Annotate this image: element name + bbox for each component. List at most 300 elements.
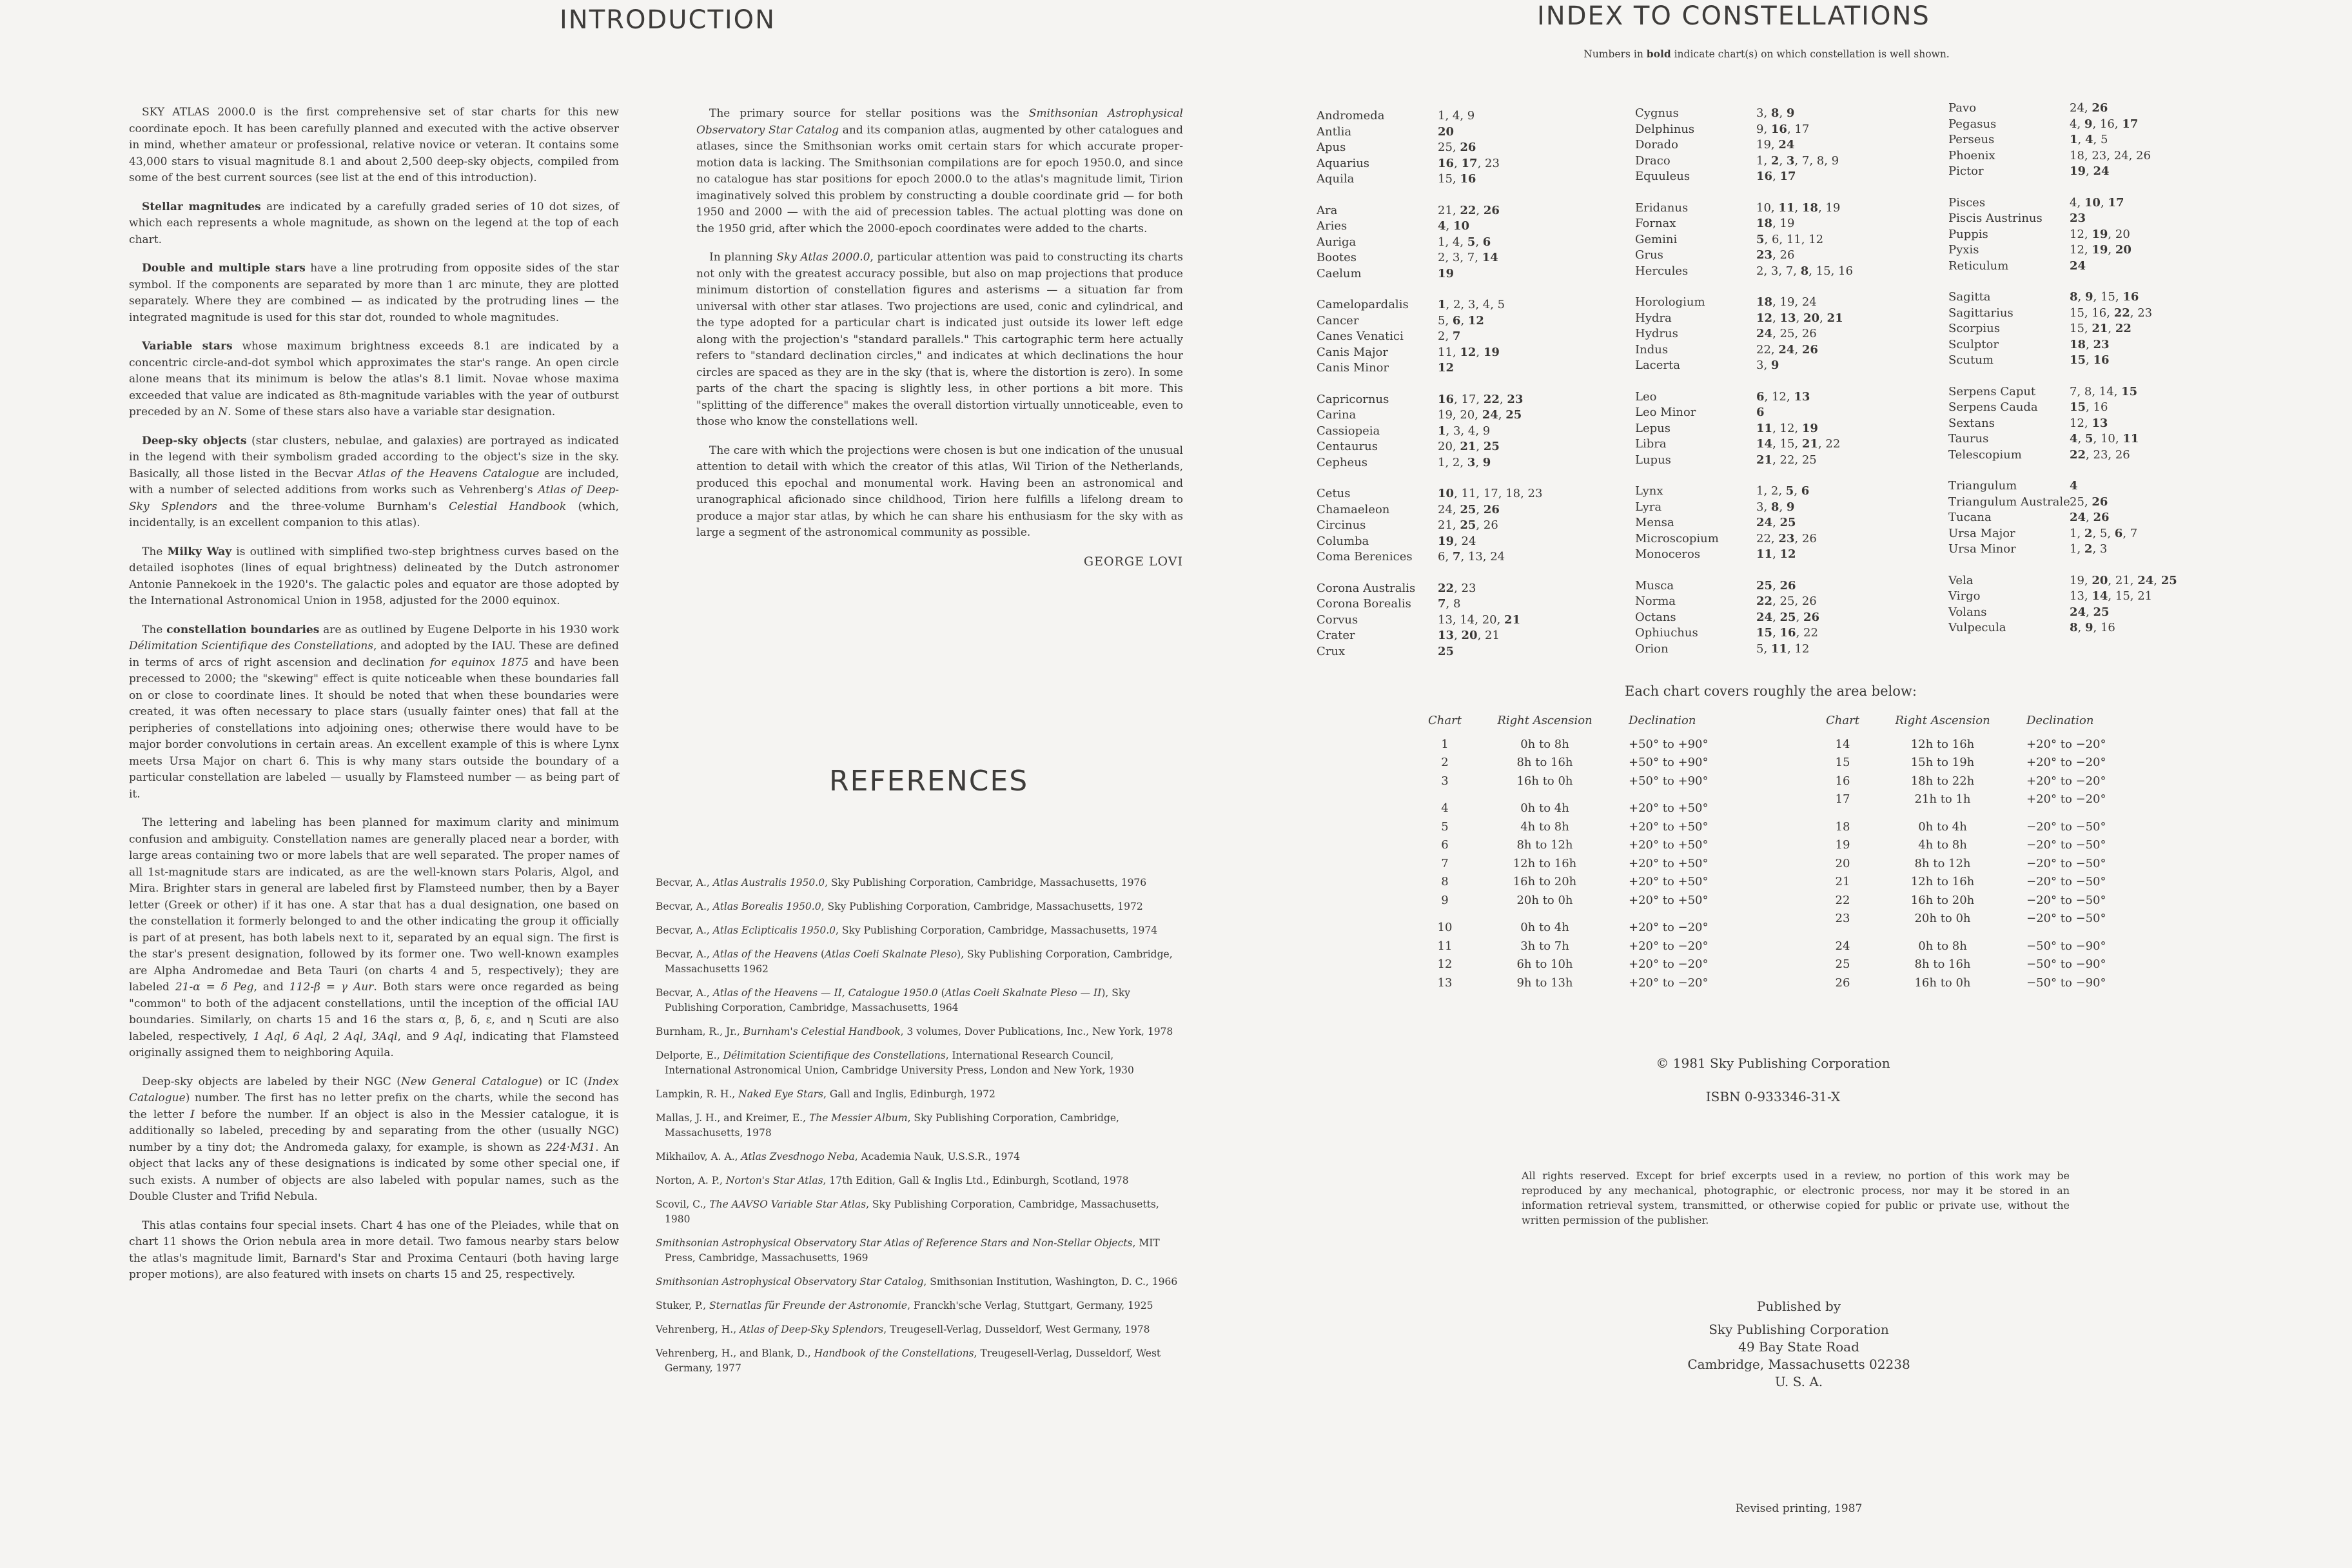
- declination: +20° to −20°: [2026, 737, 2106, 751]
- index-entry: [1635, 421, 1932, 437]
- index-entry: [1948, 321, 2284, 337]
- chart-numbers: 4, 9, 16, 17: [2070, 117, 2139, 131]
- references-heading: REFERENCES: [829, 765, 1029, 798]
- index-entry: [1635, 436, 1932, 453]
- constellation-name: Telescopium: [1948, 447, 2022, 462]
- index-entry: [1635, 531, 1932, 547]
- index-entry: [1948, 337, 2284, 353]
- declination: −20° to −50°: [2026, 838, 2106, 852]
- chart-numbers: 4, 10, 17: [2070, 195, 2124, 210]
- constellation-name: Vulpecula: [1948, 621, 2006, 634]
- introduction-paragraphs-2: [696, 106, 1183, 542]
- index-entry: [1635, 547, 1932, 563]
- index-entry: [1635, 594, 1932, 610]
- index-group: [1635, 295, 1932, 374]
- constellation-name: Aquarius: [1317, 156, 1370, 170]
- chart-numbers: 1, 2, 5, 6: [1756, 484, 1810, 498]
- constellation-name: Mensa: [1635, 516, 1674, 529]
- chart-numbers: 11, 12, 19: [1438, 345, 1500, 359]
- index-group: [1317, 486, 1613, 565]
- constellation-name: Norma: [1635, 594, 1676, 608]
- constellation-name: Musca: [1635, 578, 1674, 593]
- chart-number: 26: [1835, 975, 1850, 990]
- right-ascension: 0h to 4h: [1918, 819, 1967, 834]
- index-entry: [1635, 232, 1932, 248]
- coverage-header-cell: Right Ascension: [1497, 714, 1592, 727]
- index-entry: [1317, 250, 1613, 266]
- constellation-name: Gemini: [1635, 232, 1678, 246]
- coverage-row: [1409, 892, 1732, 910]
- index-entry: [1635, 453, 1932, 469]
- paragraph: The lettering and labeling has been planned for maximum clarity and minimum confusion and ambiguity. Constellation names are generally placed near a border, with large areas containing two or more labels that are well separated. The proper names of all 1st-magnitude stars are indicated, as are the well-known stars Polaris, Algol, and Mira. Brighter stars in general are labeled first by Flamsteed number, then by a Bayer letter (Greek or other) if it has one. A star that has a dual designation, one based on the constellation it formerly belonged to and the other indicating the group it officially is part of at present, has both labels next to it, separated by an equal sign. The first is the star's present designation, followed by its former one. Two well-known examples are Alpha Andromedae and Beta Tauri (on charts 4 and 5, respectively); they are labeled 21-α = δ Peg, and 112-β = γ Aur. Both stars were once regarded as being "common" to both of the adjacent constellations, until the inception of the official IAU boundaries. Similarly, on charts 15 and 16 the stars α, β, δ, ε, and η Scuti are also labeled, respectively, 1 Aql, 6 Aql, 2 Aql, 3Aql, and 9 Aql, indicating that Flamsteed originally assigned them to neighboring Aquila.: [129, 816, 619, 1059]
- index-entry: [1635, 610, 1932, 626]
- coverage-row: [1807, 956, 2130, 974]
- index-entry: [1317, 297, 1613, 313]
- reference-item: Smithsonian Astrophysical Observatory Star Atlas of Reference Stars and Non-Stellar Objects, MIT Press, Cambridge, Massachusetts, 1969: [656, 1237, 1160, 1264]
- index-entry: [1948, 526, 2284, 542]
- paragraph: The care with which the projections were chosen is but one indication of the unusual attention to detail with which the creator of this atlas, Wil Tirion of the Netherlands, produced this epochal and monumental work. Having been an astronomical and uranographical aficionado since childhood, Tirion here fulfills a lifelong dream to produce a major star atlas, by which he can share his enthusiasm for the sky with as large a segment of the astronomical community as possible.: [696, 444, 1183, 539]
- index-entry: [1635, 625, 1932, 642]
- declination: +20° to −20°: [2026, 756, 2106, 769]
- publisher-name: Sky Publishing Corporation: [1709, 1322, 1889, 1337]
- constellation-name: Lynx: [1635, 484, 1663, 498]
- right-ascension: 12h to 16h: [1513, 856, 1577, 870]
- constellation-name: Reticulum: [1948, 259, 2009, 273]
- chart-numbers: 14, 15, 21, 22: [1756, 437, 1841, 451]
- copyright-line: © 1981 Sky Publishing Corporation: [1656, 1055, 1890, 1071]
- chart-numbers: 19, 20, 21, 24, 25: [2070, 573, 2177, 587]
- chart-numbers: 23: [2070, 211, 2086, 225]
- constellation-name: Bootes: [1317, 251, 1357, 264]
- index-entry: [1635, 389, 1932, 406]
- chart-numbers: 1, 3, 4, 9: [1438, 424, 1491, 438]
- reference-item: Vehrenberg, H., and Blank, D., Handbook of the Constellations, Treugesell-Verlag, Dusseldorf, West Germany, 1977: [656, 1348, 1161, 1374]
- coverage-title: Each chart covers roughly the area below:: [1625, 683, 1917, 699]
- constellation-name: Chamaeleon: [1317, 502, 1390, 516]
- index-entry: [1317, 329, 1613, 345]
- index-entry: [1635, 295, 1932, 311]
- index-entry: [1635, 169, 1932, 185]
- chart-numbers: 18, 19, 24: [1756, 295, 1817, 309]
- reference-item: Becvar, A., Atlas Eclipticalis 1950.0, Sky Publishing Corporation, Cambridge, Massachusetts, 1974: [656, 925, 1158, 936]
- chart-numbers: 20: [1438, 124, 1455, 139]
- chart-numbers: 8, 9, 16: [2070, 621, 2115, 634]
- coverage-row: [1409, 855, 1732, 874]
- index-entry: [1635, 500, 1932, 516]
- index-entry: [1317, 235, 1613, 251]
- index-entry: [1635, 122, 1932, 138]
- index-entry: [1317, 266, 1613, 282]
- constellation-name: Antlia: [1317, 124, 1352, 139]
- chart-numbers: 18, 23, 24, 26: [2070, 148, 2151, 162]
- chart-number: 15: [1835, 756, 1850, 769]
- chart-numbers: 15, 16: [2070, 353, 2110, 367]
- right-ascension: 9h to 13h: [1516, 975, 1573, 990]
- constellation-name: Leo: [1635, 389, 1657, 404]
- constellation-name: Pegasus: [1948, 117, 1997, 131]
- chart-numbers: 8, 9, 15, 16: [2070, 290, 2139, 304]
- reference-item: Vehrenberg, H., Atlas of Deep-Sky Splendors, Treugesell-Verlag, Dusseldorf, West Germany, 1978: [656, 1324, 1150, 1335]
- index-group: [1948, 101, 2284, 180]
- constellation-name: Sagittarius: [1948, 306, 2014, 320]
- chart-number: 7: [1441, 856, 1449, 870]
- chart-number: 19: [1835, 838, 1850, 852]
- index-entry: [1317, 596, 1613, 612]
- chart-numbers: 23, 26: [1756, 248, 1795, 262]
- index-entry: [1948, 242, 2284, 259]
- constellation-name: Pavo: [1948, 101, 1977, 115]
- reference-item: Mikhailov, A. A., Atlas Zvesdnogo Neba, Academia Nauk, U.S.S.R., 1974: [656, 1151, 1021, 1162]
- publisher-street: 49 Bay State Road: [1738, 1339, 1859, 1355]
- chart-numbers: 20, 21, 25: [1438, 440, 1500, 453]
- paragraph: This atlas contains four special insets. Chart 4 has one of the Pleiades, while that on chart 11 shows the Orion nebula area in more detail. Two famous nearby stars below the atlas's magnitude limit, Barnard's Star and Proxima Centauri (both having large proper motions), are also featured with insets on charts 15 and 25, respectively.: [129, 1219, 619, 1281]
- index-entry: [1317, 612, 1613, 629]
- chart-numbers: 12, 13, 20, 21: [1756, 311, 1843, 325]
- right-ascension: 3h to 7h: [1520, 939, 1569, 953]
- coverage-row: [1807, 892, 2130, 910]
- chart-numbers: 22, 24, 26: [1756, 342, 1818, 357]
- constellation-name: Pisces: [1948, 195, 1986, 210]
- chart-numbers: 6, 7, 13, 24: [1438, 550, 1505, 564]
- index-entry: [1948, 164, 2284, 180]
- constellation-name: Microscopium: [1635, 531, 1719, 545]
- chart-number: 25: [1835, 957, 1850, 971]
- index-entry: [1948, 495, 2284, 511]
- reference-item: Norton, A. P., Norton's Star Atlas, 17th Edition, Gall & Inglis Ltd., Edinburgh, Scotland, 1978: [656, 1175, 1129, 1186]
- declination: +20° to −20°: [1629, 921, 1709, 934]
- paragraph: Deep-sky objects (star clusters, nebulae, and galaxies) are portrayed as indicated in the legend with their symbolism graded according to the object's size in the sky. Basically, all those listed in the Becvar Atlas of the Heavens Catalogue are included, with a number of selected additions from works such as Vehrenberg's Atlas of Deep-Sky Splendors and the three-volume Burnham's Celestial Handbook (which, incidentally, is an excellent companion to this atlas).: [129, 434, 619, 529]
- chart-numbers: 22, 25, 26: [1756, 594, 1817, 608]
- constellation-name: Sculptor: [1948, 337, 1999, 351]
- index-entry: [1635, 153, 1932, 170]
- coverage-row: [1409, 772, 1732, 791]
- chart-numbers: 5, 11, 12: [1756, 642, 1810, 656]
- chart-numbers: 15, 16, 22: [1756, 626, 1818, 640]
- index-entry: [1317, 439, 1613, 455]
- declination: +20° to −20°: [1629, 957, 1709, 971]
- index-group: [1635, 389, 1932, 469]
- constellation-name: Indus: [1635, 342, 1669, 357]
- declination: +20° to +50°: [1629, 838, 1709, 852]
- index-entry: [1317, 581, 1613, 597]
- constellation-name: Tucana: [1948, 511, 1992, 524]
- constellation-name: Ophiuchus: [1635, 626, 1698, 640]
- index-entry: [1635, 311, 1932, 327]
- coverage-row: [1409, 919, 1732, 937]
- right-ascension: 16h to 0h: [1516, 774, 1573, 788]
- chart-numbers: 4: [2070, 479, 2078, 493]
- chart-number: 23: [1835, 912, 1850, 925]
- coverage-header-cell: Chart: [1428, 714, 1462, 727]
- constellation-name: Scutum: [1948, 353, 1994, 367]
- coverage-row: [1807, 754, 2130, 772]
- reference-items: [656, 876, 1178, 1376]
- chart-number: 10: [1437, 921, 1453, 934]
- index-entry: [1948, 353, 2284, 369]
- reference-item: Stuker, P., Sternatlas für Freunde der Astronomie, Franckh'sche Verlag, Stuttgart, Germany, 1925: [656, 1300, 1153, 1311]
- paragraph: Variable stars whose maximum brightness exceeds 8.1 are indicated by a concentric circle-and-dot symbol which approximates the star's range. An open circle alone means that its minimum is below the atlas's 8.1 limit. Novae whose maxima exceeded that value are indicated as 8th-magnitude variables with the year of outburst preceded by an N. Some of these stars also have a variable star designation.: [129, 340, 619, 418]
- index-entry: [1948, 447, 2284, 464]
- index-group: [1948, 573, 2284, 636]
- chart-number: 8: [1441, 875, 1449, 888]
- index-column-3: [1948, 101, 2284, 652]
- coverage-group-gap: [1409, 790, 1732, 799]
- chart-number: 11: [1437, 939, 1453, 953]
- constellation-name: Cancer: [1317, 313, 1359, 328]
- introduction-paragraphs-1: [129, 104, 619, 1284]
- constellation-name: Delphinus: [1635, 122, 1695, 136]
- constellation-name: Cassiopeia: [1317, 424, 1380, 438]
- declination: −50° to −90°: [2026, 939, 2106, 953]
- coverage-row: [1409, 873, 1732, 892]
- constellation-name: Lupus: [1635, 453, 1671, 467]
- constellation-name: Libra: [1635, 437, 1667, 451]
- constellation-name: Columba: [1317, 534, 1369, 548]
- coverage-header-cell: Chart: [1826, 714, 1859, 727]
- constellation-name: Equuleus: [1635, 170, 1690, 183]
- coverage-row: [1409, 799, 1732, 818]
- constellation-name: Virgo: [1948, 589, 1981, 603]
- index-entry: [1317, 549, 1613, 565]
- coverage-row: [1807, 836, 2130, 855]
- chart-numbers: 5, 6, 12: [1438, 313, 1484, 328]
- coverage-row: [1409, 974, 1732, 993]
- constellation-name: Canis Minor: [1317, 361, 1389, 375]
- right-ascension: 12h to 16h: [1910, 737, 1975, 751]
- index-entry: [1635, 264, 1932, 280]
- constellation-name: Corona Borealis: [1317, 597, 1411, 611]
- index-column-1: [1317, 108, 1613, 675]
- coverage-row: [1807, 736, 2130, 754]
- coverage-header-cell: Right Ascension: [1895, 714, 1990, 727]
- index-entry: [1635, 405, 1932, 421]
- index-entry: [1948, 542, 2284, 558]
- right-ascension: 18h to 22h: [1910, 774, 1975, 788]
- declination: +20° to −20°: [1629, 975, 1709, 990]
- index-group: [1317, 392, 1613, 471]
- declination: +50° to +90°: [1629, 774, 1709, 788]
- constellation-name: Caelum: [1317, 266, 1362, 280]
- chart-numbers: 11, 12: [1756, 547, 1796, 561]
- right-ascension: 15h to 19h: [1910, 756, 1975, 769]
- chart-numbers: 25, 26: [1438, 141, 1476, 154]
- chart-number: 12: [1437, 957, 1453, 971]
- chart-number: 17: [1835, 792, 1850, 806]
- coverage-row: [1409, 937, 1732, 956]
- chart-numbers: 6, 12, 13: [1756, 389, 1810, 404]
- reference-item: Mallas, J. H., and Kreimer, E., The Messier Album, Sky Publishing Corporation, Cambridge, Massachusetts, 1978: [656, 1112, 1119, 1139]
- chart-numbers: 1, 4, 5, 6: [1438, 235, 1491, 249]
- chart-numbers: 19: [1438, 266, 1455, 280]
- index-entry: [1948, 132, 2284, 148]
- index-entry: [1948, 195, 2284, 211]
- chart-numbers: 22, 23, 26: [2070, 447, 2130, 462]
- index-entry: [1317, 108, 1613, 124]
- constellation-name: Aries: [1317, 219, 1348, 233]
- index-entry: [1948, 227, 2284, 243]
- constellation-name: Horologium: [1635, 295, 1705, 309]
- index-entry: [1635, 342, 1932, 358]
- chart-numbers: 3, 9: [1756, 358, 1779, 372]
- constellation-name: Hydra: [1635, 311, 1672, 325]
- chart-numbers: 24, 25, 26: [1438, 502, 1500, 516]
- index-entry: [1317, 407, 1613, 424]
- declination: −20° to −50°: [2026, 856, 2106, 870]
- chart-numbers: 24: [2070, 259, 2086, 273]
- index-entry: [1948, 289, 2284, 306]
- index-entry: [1317, 486, 1613, 502]
- index-entry: [1317, 534, 1613, 550]
- index-entry: [1317, 424, 1613, 440]
- chart-numbers: 18, 19: [1756, 217, 1795, 230]
- chart-numbers: 21, 22, 25: [1756, 453, 1817, 467]
- isbn: ISBN 0-933346-31-X: [1705, 1089, 1841, 1104]
- chart-numbers: 1, 4, 9: [1438, 109, 1475, 122]
- constellation-name: Eridanus: [1635, 201, 1689, 215]
- declination: −20° to −50°: [2026, 875, 2106, 888]
- constellation-name: Cepheus: [1317, 455, 1368, 469]
- constellation-name: Perseus: [1948, 133, 1995, 146]
- index-entry: [1317, 518, 1613, 534]
- index-group: [1317, 108, 1613, 188]
- chart-numbers: 11, 12, 19: [1756, 421, 1818, 435]
- constellation-name: Ursa Minor: [1948, 542, 2016, 556]
- declination: +20° to −20°: [2026, 792, 2106, 806]
- constellation-name: Centaurus: [1317, 440, 1378, 453]
- index-entry: [1948, 148, 2284, 164]
- index-entry: [1948, 384, 2284, 400]
- index-entry: [1635, 642, 1932, 658]
- paragraph: Deep-sky objects are labeled by their NGC (New General Catalogue) or IC (Index Catalogue) number. The first has no letter prefix on the charts, while the second has the letter I before the number. If an object is also in the Messier catalogue, it is additionally so labeled, preceding by and separating from the other (usually NGC) number by a tiny dot; the Andromeda galaxy, for example, is shown as 224·M31. An object that lacks any of these designations is indicated by some other special one, if such exists. A number of objects are also labeled with popular names, such as the Double Cluster and Trifid Nebula.: [129, 1075, 620, 1203]
- coverage-row: [1409, 736, 1732, 754]
- coverage-group-gap: [1807, 809, 2130, 818]
- chart-numbers: 2, 3, 7, 8, 15, 16: [1756, 264, 1853, 278]
- chart-numbers: 5, 6, 11, 12: [1756, 232, 1824, 246]
- paragraph: In planning Sky Atlas 2000.0, particular attention was paid to constructing its charts not only with the greatest accuracy possible, but also on map projections that produce minimum distortion of constellation figures and asterisms — a situation far from universal with other star atlases. Two projections are used, conic and cylindrical, and the type adopted for a particular chart is indicated just outside its lower left edge along with the projection's "standard parallels." This cartographic term here actually refers to "standard declination circles," and indicates at which declinations the hour circles are spaced as they are in the sky (that is, where the distortion is zero). In some parts of the chart the spacing is slightly less, in other portions a bit more. This "splitting of the difference" makes the overall distortion virtually unnoticeable, even to those who know the constellations well.: [696, 251, 1184, 428]
- chart-numbers: 24, 26: [2070, 511, 2110, 524]
- right-ascension: 0h to 8h: [1918, 939, 1967, 953]
- chart-numbers: 13, 14, 20, 21: [1438, 612, 1521, 627]
- coverage-row: [1807, 873, 2130, 892]
- author-signature: GEORGE LOVI: [1083, 554, 1183, 569]
- right-ascension: 4h to 8h: [1918, 838, 1967, 852]
- constellation-name: Triangulum: [1948, 479, 2017, 493]
- right-ascension: 16h to 0h: [1914, 975, 1971, 990]
- declination: −50° to −90°: [2026, 975, 2106, 990]
- reference-item: Becvar, A., Atlas Australis 1950.0, Sky Publishing Corporation, Cambridge, Massachusetts, 1976: [656, 877, 1147, 888]
- index-entry: [1948, 400, 2284, 416]
- chart-numbers: 22, 23: [1438, 581, 1476, 595]
- constellation-name: Serpens Cauda: [1948, 400, 2038, 414]
- chart-numbers: 12, 19, 20: [2070, 243, 2132, 257]
- constellation-name: Carina: [1317, 408, 1357, 422]
- constellation-name: Canes Venatici: [1317, 329, 1404, 343]
- coverage-row: [1807, 790, 2130, 809]
- coverage-header-cell: Declination: [2026, 714, 2094, 727]
- index-entry: [1948, 416, 2284, 432]
- index-entry: [1317, 313, 1613, 329]
- index-column-2: [1635, 106, 1932, 672]
- constellation-name: Sagitta: [1948, 290, 1991, 304]
- chart-numbers: 4, 10: [1438, 219, 1470, 233]
- constellation-name: Cygnus: [1635, 106, 1679, 120]
- chart-number: 2: [1441, 756, 1449, 769]
- chart-numbers: 4, 5, 10, 11: [2070, 432, 2139, 446]
- chart-numbers: 10, 11, 17, 18, 23: [1438, 487, 1543, 500]
- chart-numbers: 15, 21, 22: [2070, 322, 2132, 335]
- constellation-name: Auriga: [1317, 235, 1357, 249]
- constellation-name: Sextans: [1948, 416, 1995, 430]
- chart-numbers: 12, 19, 20: [2070, 227, 2130, 241]
- constellation-name: Capricornus: [1317, 392, 1389, 406]
- constellation-name: Puppis: [1948, 227, 1988, 241]
- index-entry: [1948, 478, 2284, 495]
- index-entry: [1635, 137, 1932, 153]
- right-ascension: 20h to 0h: [1516, 893, 1573, 907]
- constellation-name: Hercules: [1635, 264, 1689, 278]
- constellation-name: Lyra: [1635, 500, 1662, 514]
- constellation-name: Hydrus: [1635, 327, 1678, 340]
- chart-numbers: 9, 16, 17: [1756, 122, 1810, 136]
- coverage-header-row: [1409, 712, 1732, 730]
- index-entry: [1317, 360, 1613, 377]
- references-list: [656, 876, 1178, 1385]
- index-entry: [1317, 219, 1613, 235]
- reference-item: Becvar, A., Atlas of the Heavens — II, Catalogue 1950.0 (Atlas Coeli Skalnate Pleso — II), Sky Publishing Corporation, Cambridge, Massachusetts, 1964: [656, 987, 1130, 1014]
- constellation-name: Leo Minor: [1635, 406, 1696, 419]
- chart-numbers: 7, 8: [1438, 597, 1461, 611]
- reference-item: Burnham, R., Jr., Burnham's Celestial Handbook, 3 volumes, Dover Publications, Inc., New York, 1978: [656, 1026, 1173, 1037]
- chart-numbers: 1, 2, 3: [2070, 542, 2108, 556]
- constellation-name: Andromeda: [1317, 109, 1385, 122]
- index-group: [1317, 203, 1613, 282]
- reference-item: Scovil, C., The AAVSO Variable Star Atlas, Sky Publishing Corporation, Cambridge, Massachusetts, 1980: [656, 1199, 1159, 1225]
- reference-item: Lampkin, R. H., Naked Eye Stars, Gall and Inglis, Edinburgh, 1972: [656, 1088, 995, 1100]
- index-entry: [1635, 326, 1932, 342]
- chart-numbers: 13, 14, 15, 21: [2070, 589, 2153, 603]
- declination: +20° to +50°: [1629, 819, 1709, 834]
- index-entry: [1948, 510, 2284, 526]
- index-heading: INDEX TO CONSTELLATIONS: [1537, 1, 1930, 31]
- coverage-group-gap: [1807, 928, 2130, 937]
- index-group: [1317, 581, 1613, 660]
- declination: −20° to −50°: [2026, 893, 2106, 907]
- reference-item: Delporte, E., Délimitation Scientifique des Constellations, International Research Council, International Astronomical Union, Cambridge University Press, London and New York, 1930: [656, 1050, 1134, 1076]
- chart-numbers: 21, 22, 26: [1438, 203, 1500, 217]
- index-entry: [1635, 201, 1932, 217]
- index-entry: [1948, 431, 2284, 447]
- index-entry: [1948, 589, 2284, 605]
- chart-numbers: 6: [1756, 406, 1765, 419]
- constellation-name: Triangulum Australe: [1948, 495, 2070, 509]
- constellation-name: Apus: [1317, 141, 1346, 154]
- right-ascension: 0h to 4h: [1520, 921, 1569, 934]
- coverage-row: [1409, 754, 1732, 772]
- chart-numbers: 15, 16: [2070, 400, 2108, 414]
- right-ascension: 4h to 8h: [1520, 819, 1569, 834]
- index-group: [1635, 106, 1932, 185]
- chart-number: 6: [1441, 838, 1449, 852]
- chart-numbers: 25, 26: [1756, 578, 1796, 593]
- constellation-name: Pyxis: [1948, 243, 1979, 257]
- paragraph: Stellar magnitudes are indicated by a carefully graded series of 10 dot sizes, of which each represents a whole magnitude, as shown on the legend at the top of each chart.: [129, 200, 620, 246]
- published-by-label: Published by: [1756, 1298, 1841, 1314]
- constellation-name: Vela: [1948, 573, 1974, 587]
- constellation-name: Monoceros: [1635, 547, 1701, 561]
- constellation-name: Lepus: [1635, 421, 1671, 435]
- chart-numbers: 1, 2, 5, 6, 7: [2070, 526, 2138, 540]
- index-entry: [1948, 117, 2284, 133]
